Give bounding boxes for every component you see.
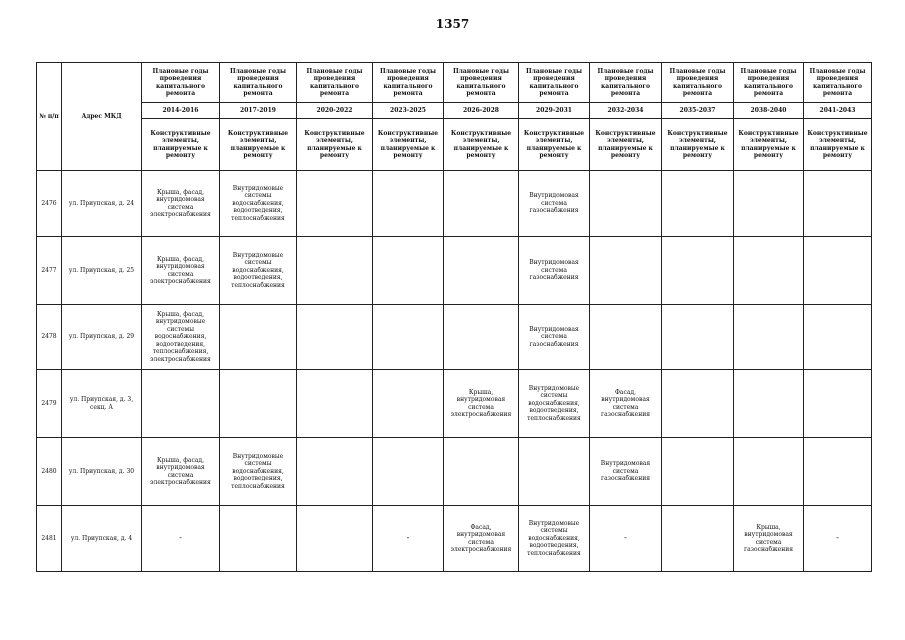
page-number: 1357 xyxy=(435,17,470,31)
repair-cell xyxy=(297,370,373,438)
repair-cell xyxy=(220,370,297,438)
repair-cell: Внутридомовая система газоснабжения xyxy=(590,438,662,506)
repair-cell-dash xyxy=(373,506,444,572)
capital-repair-table xyxy=(36,62,872,572)
repair-cell xyxy=(590,171,662,237)
repair-cell xyxy=(662,171,734,237)
repair-cell: Фасад, внутридомовая система газоснабжения xyxy=(590,370,662,438)
repair-cell xyxy=(444,237,519,305)
repair-cell-dash xyxy=(142,506,220,572)
row-address: ул. Приупская, д. 29 xyxy=(62,305,142,370)
table-row xyxy=(37,171,872,237)
row-address: ул. Приупская, д. 4 xyxy=(62,506,142,572)
header-period-label: Плановые годы проведения капитального ремонта xyxy=(662,63,734,103)
table-row xyxy=(37,305,872,370)
dash-mark: - xyxy=(624,532,627,542)
row-address: ул. Приупская, д. 3, секц. А xyxy=(62,370,142,438)
header-elements: Конструктивные элементы, планируемые к ремонту xyxy=(804,119,872,171)
header-years: 2026-2028 xyxy=(444,103,519,119)
repair-cell: Внутридомовая система газоснабжения xyxy=(519,237,590,305)
row-number: 2476 xyxy=(37,171,62,237)
repair-cell xyxy=(662,305,734,370)
repair-cell xyxy=(804,171,872,237)
header-num: № п/п xyxy=(37,63,62,171)
repair-cell xyxy=(734,370,804,438)
table-row xyxy=(37,370,872,438)
row-address: ул. Приупская, д. 30 xyxy=(62,438,142,506)
header-elements: Конструктивные элементы, планируемые к ремонту xyxy=(444,119,519,171)
repair-cell: Крыша, фасад, внутридомовые системы водоснабжения, водоотведения, теплоснабжения, электроснабжения xyxy=(142,305,220,370)
repair-cell: Крыша, внутридомовая система электроснабжения xyxy=(444,370,519,438)
repair-cell xyxy=(662,506,734,572)
table-row xyxy=(37,237,872,305)
row-number: 2479 xyxy=(37,370,62,438)
header-elements: Конструктивные элементы, планируемые к ремонту xyxy=(142,119,220,171)
header-period-label: Плановые годы проведения капитального ремонта xyxy=(804,63,872,103)
repair-cell: Внутридомовые системы водоснабжения, водоотведения, теплоснабжения xyxy=(519,506,590,572)
repair-cell xyxy=(373,370,444,438)
repair-cell: Внутридомовая система газоснабжения xyxy=(519,171,590,237)
header-years: 2032-2034 xyxy=(590,103,662,119)
repair-cell xyxy=(373,237,444,305)
dash-mark: - xyxy=(406,532,410,542)
row-number: 2481 xyxy=(37,506,62,572)
header-years: 2035-2037 xyxy=(662,103,734,119)
table-row xyxy=(37,438,872,506)
repair-cell xyxy=(142,370,220,438)
repair-cell: Крыша, фасад, внутридомовая система электроснабжения xyxy=(142,438,220,506)
row-address: ул. Приупская, д. 24 xyxy=(62,171,142,237)
repair-cell: Внутридомовые системы водоснабжения, водоотведения, теплоснабжения xyxy=(220,171,297,237)
repair-cell xyxy=(590,305,662,370)
repair-cell xyxy=(662,237,734,305)
repair-cell: Внутридомовые системы водоснабжения, водоотведения, теплоснабжения xyxy=(220,237,297,305)
header-period-label: Плановые годы проведения капитального ремонта xyxy=(297,63,373,103)
header-period-label: Плановые годы проведения капитального ремонта xyxy=(590,63,662,103)
repair-cell xyxy=(734,305,804,370)
repair-cell xyxy=(373,305,444,370)
header-elements: Конструктивные элементы, планируемые к ремонту xyxy=(220,119,297,171)
header-period-label: Плановые годы проведения капитального ремонта xyxy=(444,63,519,103)
repair-cell: Внутридомовые системы водоснабжения, водоотведения, теплоснабжения xyxy=(519,370,590,438)
repair-cell xyxy=(220,305,297,370)
repair-cell xyxy=(297,438,373,506)
header-period-label: Плановые годы проведения капитального ремонта xyxy=(519,63,590,103)
repair-cell xyxy=(804,370,872,438)
header-elements: Конструктивные элементы, планируемые к ремонту xyxy=(373,119,444,171)
header-period-label: Плановые годы проведения капитального ремонта xyxy=(220,63,297,103)
header-years: 2023-2025 xyxy=(373,103,444,119)
repair-cell xyxy=(297,305,373,370)
repair-cell xyxy=(519,438,590,506)
header-period-label: Плановые годы проведения капитального ремонта xyxy=(373,63,444,103)
repair-cell xyxy=(662,370,734,438)
repair-cell: Внутридомовая система газоснабжения xyxy=(519,305,590,370)
header-period-label: Плановые годы проведения капитального ремонта xyxy=(734,63,804,103)
repair-cell: Внутридомовые системы водоснабжения, водоотведения, теплоснабжения xyxy=(220,438,297,506)
repair-cell xyxy=(662,438,734,506)
header-row-periods xyxy=(37,63,872,103)
repair-cell: Крыша, фасад, внутридомовая система электроснабжения xyxy=(142,171,220,237)
header-years: 2020-2022 xyxy=(297,103,373,119)
row-number: 2477 xyxy=(37,237,62,305)
header-years: 2017-2019 xyxy=(220,103,297,119)
header-years: 2038-2040 xyxy=(734,103,804,119)
repair-cell xyxy=(373,438,444,506)
repair-cell xyxy=(297,171,373,237)
repair-cell xyxy=(734,438,804,506)
repair-cell xyxy=(297,237,373,305)
header-period-label: Плановые годы проведения капитального ремонта xyxy=(142,63,220,103)
repair-cell xyxy=(804,305,872,370)
header-address: Адрес МКД xyxy=(62,63,142,171)
repair-cell: Фасад, внутридомовая система электроснабжения xyxy=(444,506,519,572)
header-elements: Конструктивные элементы, планируемые к ремонту xyxy=(297,119,373,171)
repair-cell xyxy=(373,171,444,237)
repair-cell xyxy=(734,171,804,237)
repair-cell-dash xyxy=(804,506,872,572)
header-elements: Конструктивные элементы, планируемые к ремонту xyxy=(662,119,734,171)
header-elements: Конструктивные элементы, планируемые к ремонту xyxy=(519,119,590,171)
row-number: 2480 xyxy=(37,438,62,506)
dash-mark: - xyxy=(836,532,839,542)
dash-mark: - xyxy=(179,532,182,542)
header-years: 2029-2031 xyxy=(519,103,590,119)
header-years: 2041-2043 xyxy=(804,103,872,119)
header-row-years xyxy=(37,103,872,119)
header-elements: Конструктивные элементы, планируемые к ремонту xyxy=(590,119,662,171)
repair-cell: Крыша, фасад, внутридомовая система электроснабжения xyxy=(142,237,220,305)
repair-cell xyxy=(734,237,804,305)
repair-cell xyxy=(444,305,519,370)
repair-cell xyxy=(804,237,872,305)
row-number: 2478 xyxy=(37,305,62,370)
repair-cell: Крыша, внутридомовая система газоснабжения xyxy=(734,506,804,572)
header-years: 2014-2016 xyxy=(142,103,220,119)
repair-cell xyxy=(590,237,662,305)
repair-cell xyxy=(220,506,297,572)
repair-cell-dash xyxy=(590,506,662,572)
header-elements: Конструктивные элементы, планируемые к ремонту xyxy=(734,119,804,171)
repair-cell xyxy=(804,438,872,506)
row-address: ул. Приупская, д. 25 xyxy=(62,237,142,305)
repair-cell xyxy=(444,438,519,506)
repair-cell xyxy=(444,171,519,237)
repair-cell xyxy=(297,506,373,572)
header-row-elements xyxy=(37,119,872,171)
table-row xyxy=(37,506,872,572)
